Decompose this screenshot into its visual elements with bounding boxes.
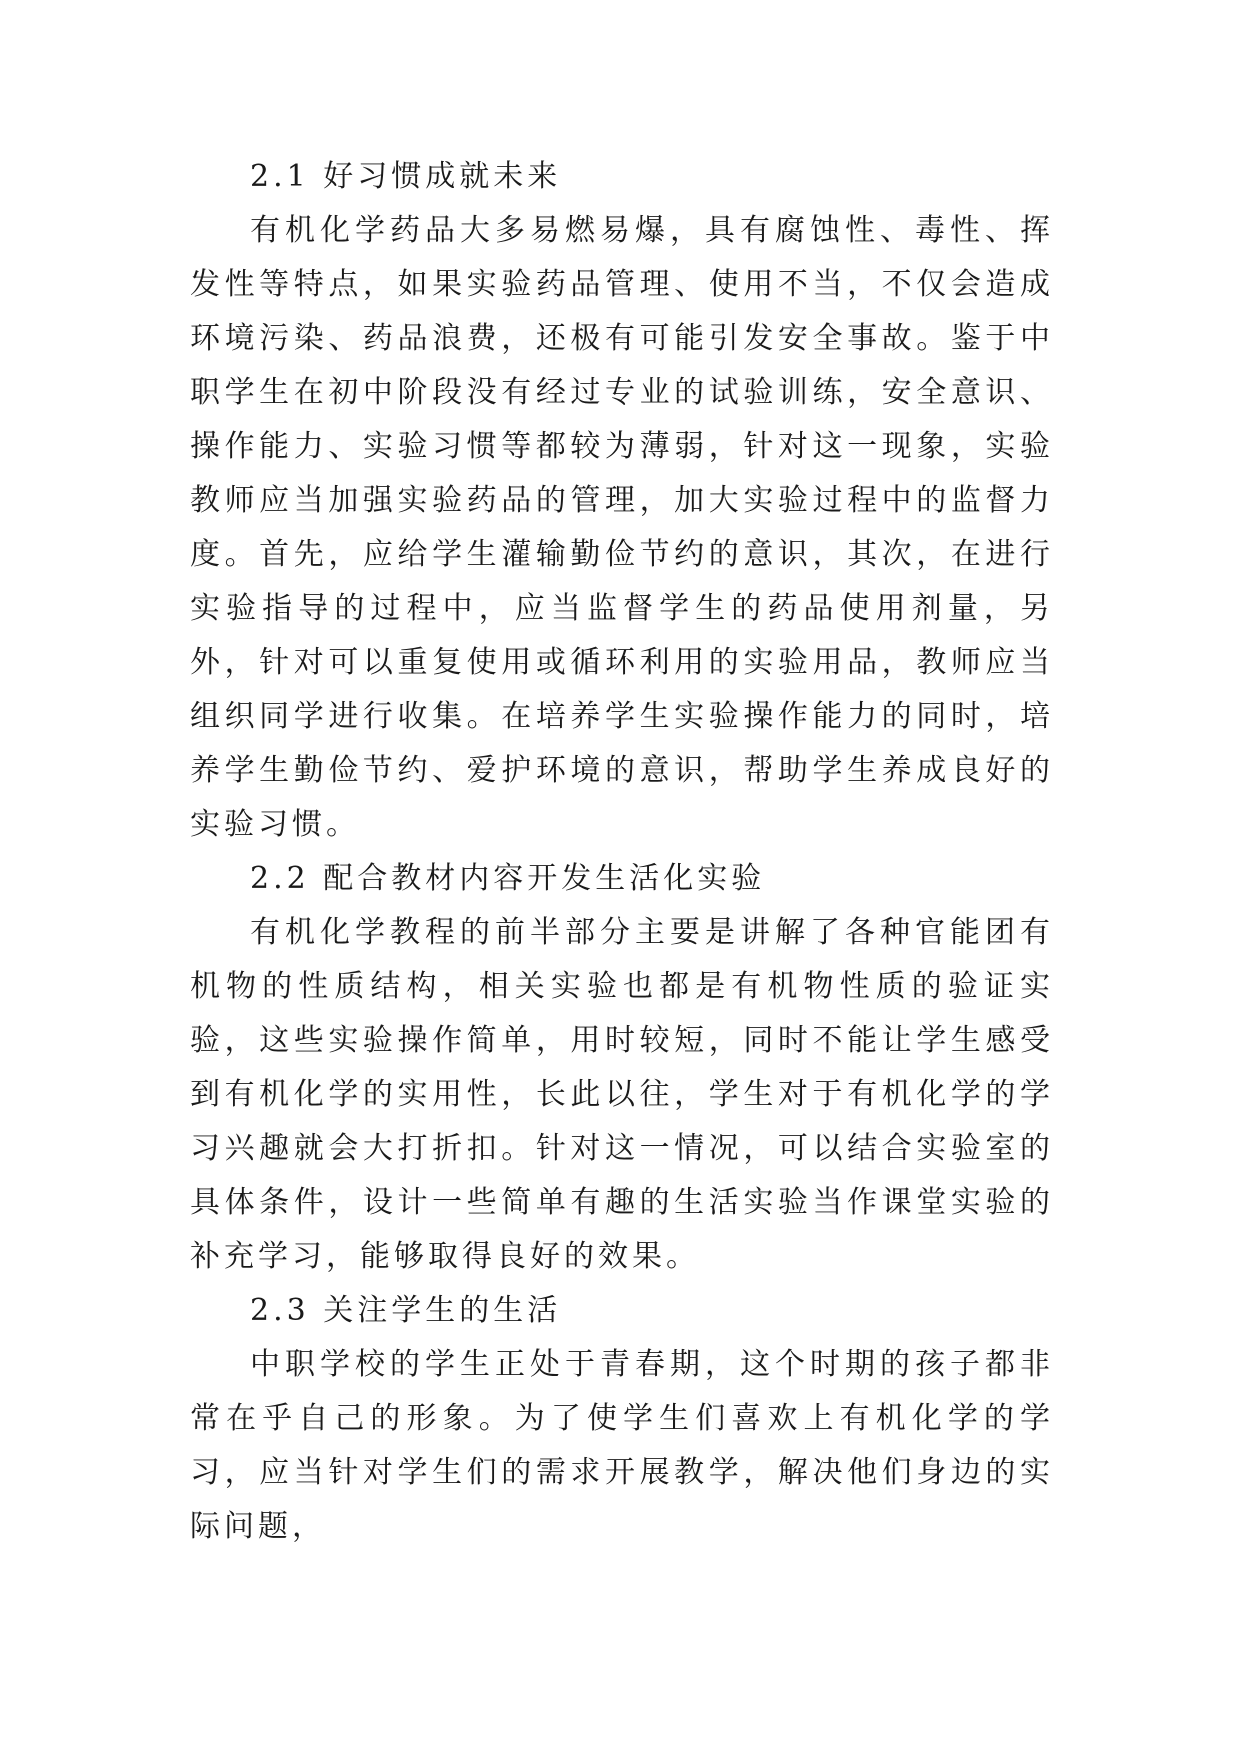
section-paragraph: 有机化学教程的前半部分主要是讲解了各种官能团有机物的性质结构，相关实验也都是有机物性质的验证实验，这些实验操作简单，用时较短，同时不能让学生感受到有机化学的实用性，长此以往，学生对于有机化学的学习兴趣就会大打折扣。针对这一情况，可以结合实验室的具体条件，设计一些简单有趣的生活实验当作课堂实验的补充学习，能够取得良好的效果。: [190, 915, 1054, 1274]
section-paragraph: 有机化学药品大多易燃易爆，具有腐蚀性、毒性、挥发性等特点，如果实验药品管理、使用不当，不仅会造成环境污染、药品浪费，还极有可能引发安全事故。鉴于中职学生在初中阶段没有经过专业的试验训练，安全意识、操作能力、实验习惯等都较为薄弱，针对这一现象，实验教师应当加强实验药品的管理，加大实验过程中的监督力度。首先，应给学生灌输勤俭节约的意识，其次，在进行实验指导的过程中，应当监督学生的药品使用剂量，另外，针对可以重复使用或循环利用的实验用品，教师应当组织同学进行收集。在培养学生实验操作能力的同时，培养学生勤俭节约、爱护环境的意识，帮助学生养成良好的实验习惯。: [190, 213, 1054, 842]
document-body: [190, 150, 1054, 1554]
section-heading: 2.2 配合教材内容开发生活化实验: [250, 861, 766, 896]
section-2-3: [190, 1284, 1054, 1554]
section-paragraph: 中职学校的学生正处于青春期，这个时期的孩子都非常在乎自己的形象。为了使学生们喜欢上有机化学的学习，应当针对学生们的需求开展教学，解决他们身边的实际问题，: [190, 1347, 1054, 1544]
section-2-2: [190, 852, 1054, 1284]
section-heading: 2.1 好习惯成就未来: [250, 159, 562, 194]
section-2-1: [190, 150, 1054, 852]
section-heading: 2.3 关注学生的生活: [250, 1293, 562, 1328]
